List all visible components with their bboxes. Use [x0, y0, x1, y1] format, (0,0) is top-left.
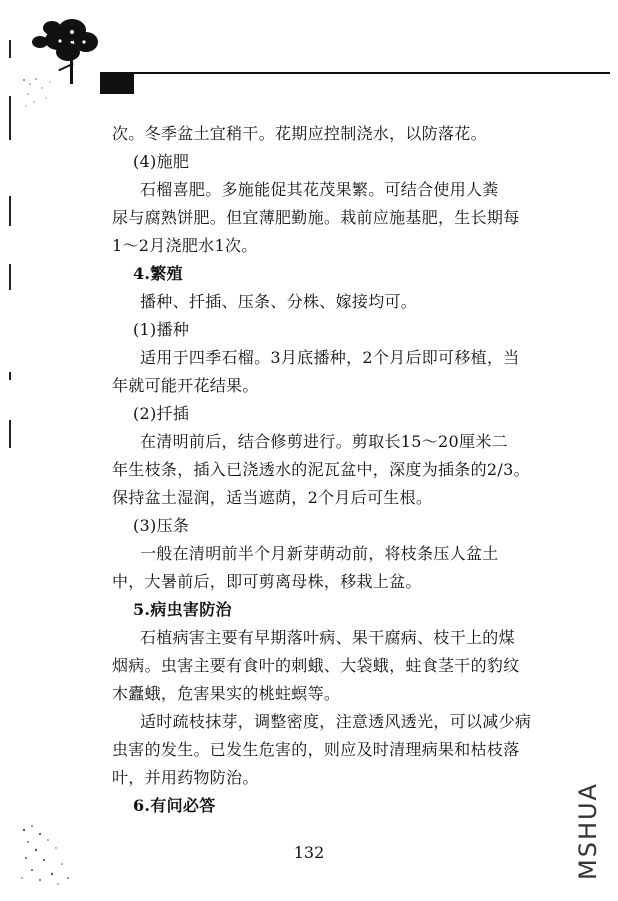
subheading: (1)播种	[133, 320, 190, 339]
text-line: 虫害的发生。已发生危害的，则应及时清理病果和枯枝落	[112, 740, 520, 759]
header-block	[100, 72, 134, 94]
margin-mark	[9, 264, 11, 290]
text-line: 年就可能开花结果。	[112, 376, 259, 395]
text-line: 次。冬季盆土宜稍干。花期应控制浇水，以防落花。	[112, 124, 487, 143]
page-number: 132	[293, 843, 325, 862]
text-line: 播种、扦插、压条、分株、嫁接均可。	[140, 292, 418, 311]
section-heading: 6.有问必答	[133, 796, 216, 815]
text-line: 1～2月浇肥水1次。	[112, 236, 258, 255]
margin-mark	[9, 40, 11, 58]
subheading: (3)压条	[133, 516, 190, 535]
text-line: 烟病。虫害主要有食叶的刺蛾、大袋蛾，蛀食茎干的豹纹	[112, 656, 520, 675]
subheading: (4)施肥	[133, 152, 190, 171]
margin-mark	[9, 196, 11, 226]
text-line: 石榴喜肥。多施能促其花茂果繁。可结合使用人粪	[140, 180, 499, 199]
header-rule	[100, 72, 610, 74]
watermark: MSHUA	[574, 782, 602, 880]
text-line: 中，大暑前后，即可剪离母株，移栽上盆。	[112, 572, 422, 591]
section-heading: 4.繁殖	[133, 264, 183, 283]
text-line: 在清明前后，结合修剪进行。剪取长15～20厘米二	[140, 432, 508, 451]
text-line: 保持盆土湿润，适当遮荫，2个月后可生根。	[112, 488, 433, 507]
text-line: 适用于四季石榴。3月底播种，2个月后即可移植，当	[140, 348, 520, 367]
section-heading: 5.病虫害防治	[133, 600, 232, 619]
text-line: 一般在清明前半个月新芽萌动前，将枝条压人盆土	[140, 544, 499, 563]
margin-mark	[9, 96, 11, 140]
subheading: (2)扦插	[133, 404, 190, 423]
text-line: 尿与腐熟饼肥。但宜薄肥勤施。栽前应施基肥，生长期每	[112, 208, 520, 227]
margin-mark	[9, 372, 11, 380]
text-line: 年生枝条，插入已浇透水的泥瓦盆中，深度为插条的2/3。	[112, 460, 530, 479]
text-line: 适时疏枝抹芽，调整密度，注意透风透光，可以减少病	[140, 712, 532, 731]
margin-mark	[9, 420, 11, 448]
scan-speckle	[20, 76, 64, 116]
text-line: 石植病害主要有早期落叶病、果干腐病、枝干上的煤	[140, 628, 515, 647]
text-line: 叶，并用药物防治。	[112, 768, 259, 787]
text-line: 木蠹蛾，危害果实的桃蛀螟等。	[112, 684, 341, 703]
